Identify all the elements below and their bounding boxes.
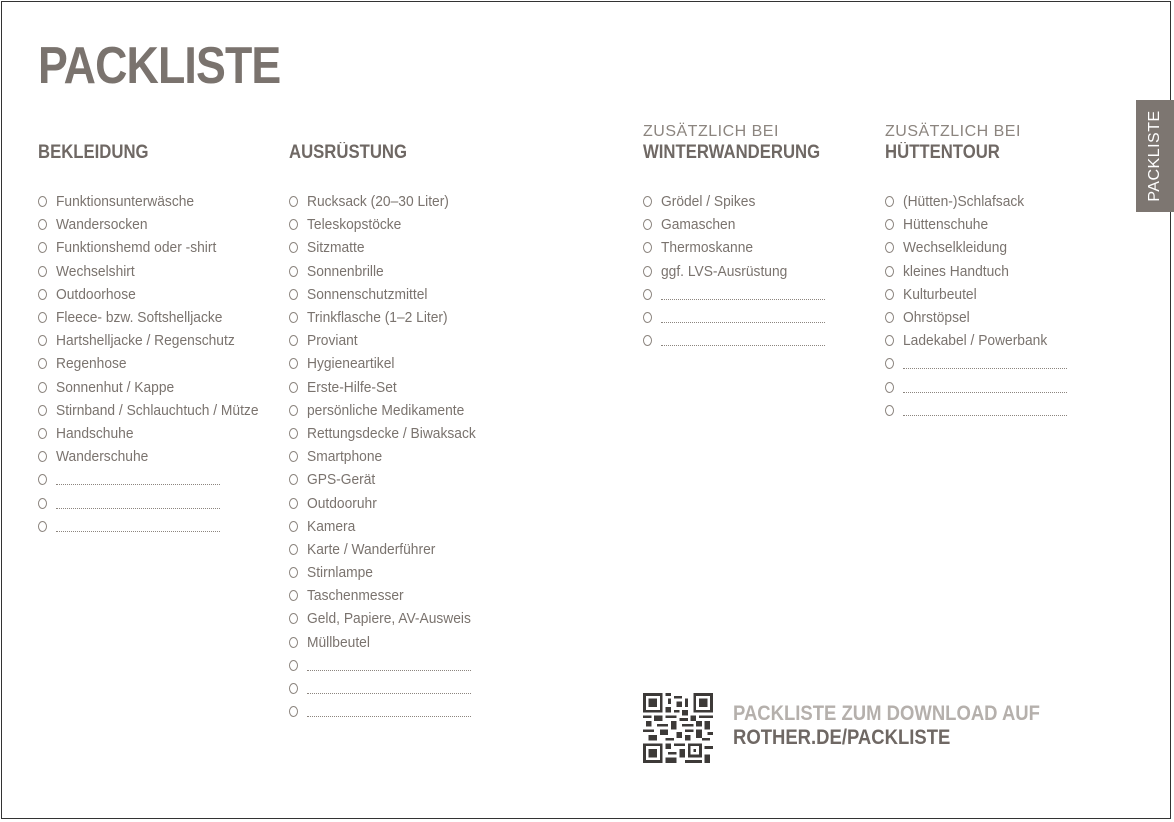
checklist-item [38,329,276,352]
checkbox-circle-icon[interactable] [289,521,298,532]
blank-write-in-line[interactable] [903,382,1067,393]
checklist-item-label: persönliche Medikamente [307,401,465,419]
checklist-item [289,538,490,561]
checkbox-circle-icon[interactable] [289,683,298,694]
checklist-item [289,700,490,723]
checklist-item-label: Kamera [307,517,356,535]
checklist-item [289,631,490,654]
checkbox-circle-icon[interactable] [885,358,894,369]
checklist-item [38,399,276,422]
checklist-item-label: Geld, Papiere, AV-Ausweis [307,610,471,628]
checklist-item-label: Rucksack (20–30 Liter) [307,193,449,211]
checklist-item-label: Sonnenbrille [307,262,384,280]
checklist-item [885,376,1067,399]
blank-write-in-line[interactable] [903,405,1067,416]
blank-write-in-line[interactable] [661,335,825,346]
column-prefix: ZUSÄTZLICH BEI [643,123,779,140]
checkbox-circle-icon[interactable] [289,590,298,601]
checkbox-circle-icon[interactable] [38,312,47,323]
checkbox-circle-icon[interactable] [38,335,47,346]
checkbox-circle-icon[interactable] [643,196,652,207]
checkbox-circle-icon[interactable] [38,289,47,300]
checklist-item [885,283,1067,306]
checklist-item [289,491,490,514]
checklist-item [289,445,490,468]
checklist-item [289,654,490,677]
checkbox-circle-icon[interactable] [38,498,47,509]
checkbox-circle-icon[interactable] [643,242,652,253]
download-url-link[interactable]: ROTHER.DE/PACKLISTE [733,726,951,749]
checkbox-circle-icon[interactable] [289,544,298,555]
checklist-item [289,677,490,700]
checklist-item-label: Trinkflasche (1–2 Liter) [307,309,448,327]
checklist-item [38,236,276,259]
checklist-item-label: Funktionshemd oder -shirt [56,239,217,257]
checkbox-circle-icon[interactable] [289,637,298,648]
checklist-item [643,306,825,329]
checkbox-circle-icon[interactable] [289,242,298,253]
checklist-item [289,515,490,538]
checklist-item-label: Fleece- bzw. Softshelljacke [56,309,223,327]
checklist-item-label: Gamaschen [661,216,736,234]
blank-write-in-line[interactable] [56,498,220,509]
checkbox-circle-icon[interactable] [38,242,47,253]
checklist-item [643,260,825,283]
checkbox-circle-icon[interactable] [885,266,894,277]
checkbox-circle-icon[interactable] [289,358,298,369]
checklist-item [289,236,490,259]
checkbox-circle-icon[interactable] [38,266,47,277]
blank-write-in-line[interactable] [307,683,471,694]
checklist-item [885,213,1067,236]
checklist-item-label: Regenhose [56,355,127,373]
checkbox-circle-icon[interactable] [643,289,652,300]
checkbox-circle-icon[interactable] [38,382,47,393]
checklist-item [643,329,825,352]
checkbox-circle-icon[interactable] [38,405,47,416]
checkbox-circle-icon[interactable] [885,335,894,346]
column-ausruestung [289,122,423,164]
checkbox-circle-icon[interactable] [289,266,298,277]
checklist-item [289,306,490,329]
checklist-item [289,329,490,352]
checklist-item-label: Hüttenschuhe [903,216,989,234]
checklist-item-label: Sonnenschutzmittel [307,285,428,303]
checkbox-circle-icon[interactable] [38,428,47,439]
checklist-item [289,352,490,375]
checklist-item [38,352,276,375]
column-heading: AUSRÜSTUNG [289,142,407,163]
checklist-item [643,190,825,213]
checklist-item-label: Wechselkleidung [903,239,1008,257]
checklist-item-label: Sitzmatte [307,239,365,257]
checklist-item [38,260,276,283]
checklist-item-label: Grödel / Spikes [661,193,756,211]
checkbox-circle-icon[interactable] [289,196,298,207]
checkbox-circle-icon[interactable] [38,451,47,462]
blank-write-in-line[interactable] [307,706,471,717]
blank-write-in-line[interactable] [661,312,825,323]
checklist-item [885,399,1067,422]
checkbox-circle-icon[interactable] [289,451,298,462]
checklist-item [885,236,1067,259]
page-title: PACKLISTE [38,37,281,95]
checkbox-circle-icon[interactable] [38,219,47,230]
column-heading: WINTERWANDERUNG [643,142,821,163]
checkbox-circle-icon[interactable] [885,312,894,323]
checklist-item [289,584,490,607]
column-bekleidung [38,122,164,164]
checkbox-circle-icon[interactable] [289,312,298,323]
checklist-item-label: Smartphone [307,448,383,466]
checklist-item [885,329,1067,352]
blank-write-in-line[interactable] [903,358,1067,369]
checkbox-circle-icon[interactable] [885,219,894,230]
column-huettentour [885,122,1021,164]
checkbox-circle-icon[interactable] [38,358,47,369]
checklist-item [885,260,1067,283]
checklist-item [643,213,825,236]
checkbox-circle-icon[interactable] [289,405,298,416]
side-tab-label: PACKLISTE [1146,110,1163,202]
checklist-item-label: (Hütten-)Schlafsack [903,193,1025,211]
checkbox-circle-icon[interactable] [289,289,298,300]
checklist-item-label: Karte / Wanderführer [307,540,436,558]
checklist-item-label: Thermoskanne [661,239,754,257]
checkbox-circle-icon[interactable] [643,219,652,230]
checklist-item-label: Wanderschuhe [56,448,149,466]
checklist-item [38,376,276,399]
checklist-item [289,213,490,236]
checklist-item-label: Erste-Hilfe-Set [307,378,397,396]
checklist-item [38,515,276,538]
checklist-item-label: Outdooruhr [307,494,377,512]
checkbox-circle-icon[interactable] [289,219,298,230]
checkbox-circle-icon[interactable] [38,474,47,485]
checkbox-circle-icon[interactable] [643,335,652,346]
checkbox-circle-icon[interactable] [885,196,894,207]
checklist-item [643,283,825,306]
column-winterwanderung [643,122,844,164]
checklist-item-label: kleines Handtuch [903,262,1009,280]
checklist-item [289,399,490,422]
checklist-item-label: Stirnlampe [307,564,373,582]
checklist-item [289,190,490,213]
checkbox-circle-icon[interactable] [289,474,298,485]
checklist-item-label: Kulturbeutel [903,285,977,303]
checklist-item [38,306,276,329]
blank-write-in-line[interactable] [56,521,220,532]
checklist-winterwanderung [643,190,825,352]
checklist-item [885,306,1067,329]
checkbox-circle-icon[interactable] [289,613,298,624]
download-text: PACKLISTE ZUM DOWNLOAD AUF [733,702,1040,725]
checkbox-circle-icon[interactable] [289,382,298,393]
checklist-item [38,468,276,491]
column-prefix: ZUSÄTZLICH BEI [885,123,1021,140]
checklist-item-label: GPS-Gerät [307,471,376,489]
checklist-item-label: Müllbeutel [307,633,370,651]
checklist-item [38,445,276,468]
checkbox-circle-icon[interactable] [289,660,298,671]
checklist-item [38,422,276,445]
checklist-item-label: Rettungsdecke / Biwaksack [307,424,476,442]
checklist-item [38,190,276,213]
checklist-item-label: Wandersocken [56,216,148,234]
checklist-item-label: Ohrstöpsel [903,309,970,327]
checklist-item [289,376,490,399]
checklist-item-label: Ladekabel / Powerbank [903,332,1048,350]
checklist-item-label: Wechselshirt [56,262,135,280]
checklist-item [885,190,1067,213]
checklist-item [38,491,276,514]
checklist-item [289,422,490,445]
checklist-item-label: Handschuhe [56,424,134,442]
checklist-item-label: Outdoorhose [56,285,136,303]
checklist-item-label: Sonnenhut / Kappe [56,378,175,396]
column-heading: BEKLEIDUNG [38,142,149,163]
checkbox-circle-icon[interactable] [885,289,894,300]
checklist-item [38,283,276,306]
column-prefix [38,122,164,142]
checklist-item-label: Hygieneartikel [307,355,395,373]
checklist-item [289,561,490,584]
checkbox-circle-icon[interactable] [289,567,298,578]
checklist-item [38,213,276,236]
checklist-item-label: Hartshelljacke / Regenschutz [56,332,235,350]
checklist-item [289,607,490,630]
checkbox-circle-icon[interactable] [643,266,652,277]
checkbox-circle-icon[interactable] [38,196,47,207]
checklist-item-label: Taschenmesser [307,587,404,605]
checklist-item-label: Funktionsunterwäsche [56,193,195,211]
checklist-item [289,260,490,283]
checklist-huettentour [885,190,1067,422]
checklist-item-label: Proviant [307,332,358,350]
checkbox-circle-icon[interactable] [885,382,894,393]
column-prefix [289,122,423,142]
checkbox-circle-icon[interactable] [289,335,298,346]
blank-write-in-line[interactable] [661,289,825,300]
side-tab [1136,100,1174,212]
checklist-item-label: Teleskopstöcke [307,216,402,234]
checkbox-circle-icon[interactable] [289,428,298,439]
qr-code-icon[interactable] [643,693,713,763]
checklist-item-label: ggf. LVS-Ausrüstung [661,262,788,280]
column-heading: HÜTTENTOUR [885,142,1000,163]
checklist-ausruestung [289,190,490,723]
checkbox-circle-icon[interactable] [643,312,652,323]
blank-write-in-line[interactable] [307,660,471,671]
checkbox-circle-icon[interactable] [885,405,894,416]
checkbox-circle-icon[interactable] [885,242,894,253]
checkbox-circle-icon[interactable] [289,498,298,509]
checkbox-circle-icon[interactable] [38,521,47,532]
checklist-item [643,236,825,259]
checklist-bekleidung [38,190,276,538]
checkbox-circle-icon[interactable] [289,706,298,717]
checklist-item [289,283,490,306]
checklist-item-label: Stirnband / Schlauchtuch / Mütze [56,401,259,419]
blank-write-in-line[interactable] [56,474,220,485]
checklist-item [885,352,1067,375]
checklist-item [289,468,490,491]
